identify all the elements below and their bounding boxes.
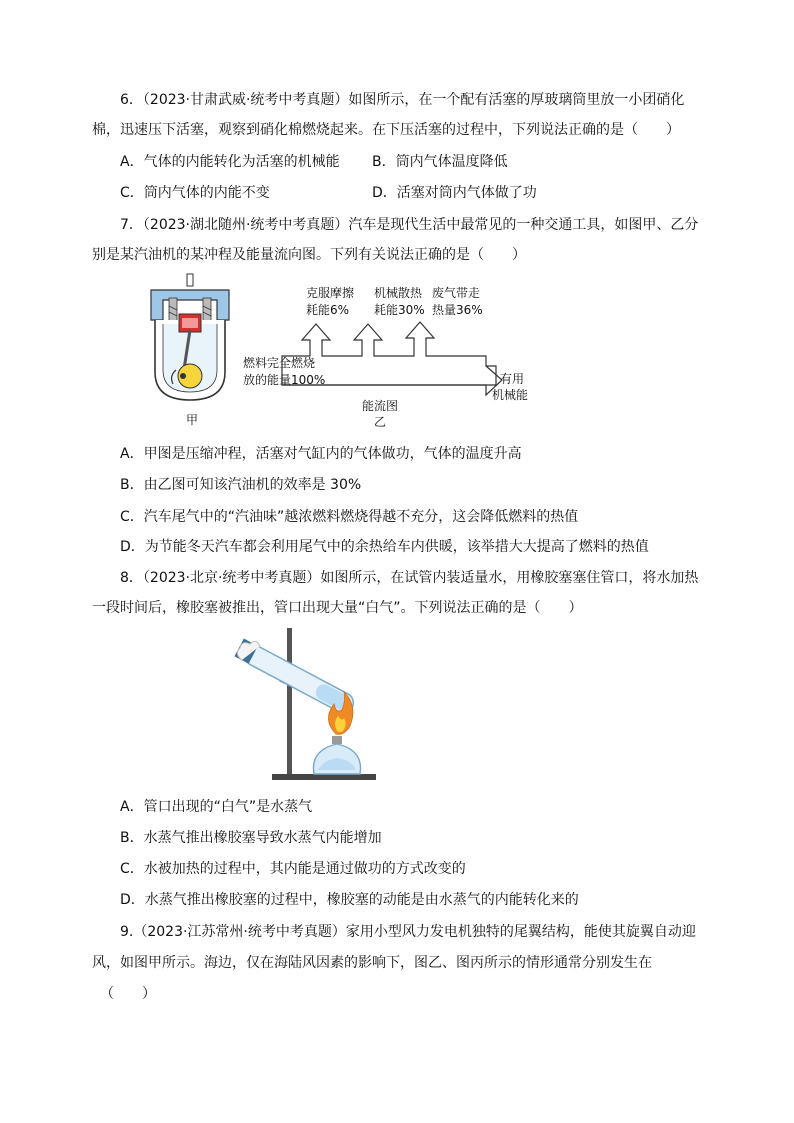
q7-option-b: B．由乙图可知该汽油机的效率是 30% bbox=[120, 477, 362, 493]
q6-option-a: A．气体的内能转化为活塞的机械能 bbox=[120, 154, 340, 170]
q6-stem-line1: 6．（2023·甘肃武威·统考中考真题）如图所示，在一个配有活塞的厚玻璃筒里放一小团硝化 bbox=[120, 92, 685, 108]
q8-option-a: A．管口出现的“白气”是水蒸气 bbox=[120, 799, 313, 815]
q8-option-b: B．水蒸气推出橡胶塞导致水蒸气内能增加 bbox=[120, 830, 382, 846]
q6-stem-line2: 棉，迅速压下活塞，观察到硝化棉燃烧起来。在下压活塞的过程中，下列说法正确的是（ ） bbox=[92, 122, 680, 138]
flow-output-2-value: 耗能30% bbox=[374, 303, 425, 317]
flow-useful-label: 有用 bbox=[500, 372, 525, 386]
q7-stem-line2: 别是某汽油机的某冲程及能量流向图。下列有关说法正确的是（ ） bbox=[92, 247, 526, 263]
flow-useful-value: 机械能 bbox=[492, 388, 529, 402]
flow-output-3-label: 废气带走 bbox=[432, 286, 481, 300]
q7-stem-line1: 7．（2023·湖北随州·统考中考真题）汽车是现代生活中最常见的一种交通工具，如图甲、乙分 bbox=[120, 217, 699, 233]
q8-option-d: D．水蒸气推出橡胶塞的过程中，橡胶塞的动能是由水蒸气的内能转化来的 bbox=[120, 892, 579, 908]
q6-option-c: C．筒内气体的内能不变 bbox=[120, 185, 270, 201]
flow-input-label: 燃料完全燃烧 bbox=[243, 356, 316, 370]
figure-jia-label: 甲 bbox=[186, 413, 199, 427]
q8-stem-line1: 8．（2023·北京·统考中考真题）如图所示，在试管内装适量水，用橡胶塞塞住管口，将水加热 bbox=[120, 570, 699, 586]
flow-output-1-value: 耗能6% bbox=[306, 303, 350, 317]
q9-stem-line2: 风，如图甲所示。海边，仅在海陆风因素的影响下，图乙、图丙所示的情形通常分别发生在 bbox=[92, 955, 652, 971]
q7-option-a: A．甲图是压缩冲程，活塞对气缸内的气体做功，气体的温度升高 bbox=[120, 446, 522, 462]
q6-option-d: D．活塞对筒内气体做了功 bbox=[372, 185, 537, 201]
flow-output-2-label: 机械散热 bbox=[374, 286, 423, 300]
flow-input-value: 放的能量100% bbox=[243, 373, 326, 387]
q9-stem-line1: 9.（2023·江苏常州·统考中考真题）家用小型风力发电机独特的尾翼结构，能使其旋翼自动迎 bbox=[120, 924, 696, 940]
q9-stem-line3: （ ） bbox=[100, 986, 156, 1002]
test-tube-heating-figure bbox=[228, 624, 398, 788]
flow-caption: 能流图 bbox=[362, 399, 399, 413]
q8-stem-line2: 一段时间后，橡胶塞被推出，管口出现大量“白气”。下列说法正确的是（ ） bbox=[92, 600, 583, 616]
flow-output-3-value: 热量36% bbox=[432, 303, 483, 317]
figure-yi-label: 乙 bbox=[374, 415, 387, 429]
engine-cylinder-figure bbox=[145, 272, 235, 412]
q8-option-c: C．水被加热的过程中，其内能是通过做功的方式改变的 bbox=[120, 861, 466, 877]
flow-output-1-label: 克服摩擦 bbox=[306, 286, 355, 300]
q7-option-d: D．为节能冬天汽车都会利用尾气中的余热给车内供暖，该举措大大提高了燃料的热值 bbox=[120, 539, 649, 555]
q7-option-c: C．汽车尾气中的“汽油味”越浓燃料燃烧得越不充分，这会降低燃料的热值 bbox=[120, 509, 579, 525]
q6-option-b: B．筒内气体温度降低 bbox=[372, 154, 508, 170]
